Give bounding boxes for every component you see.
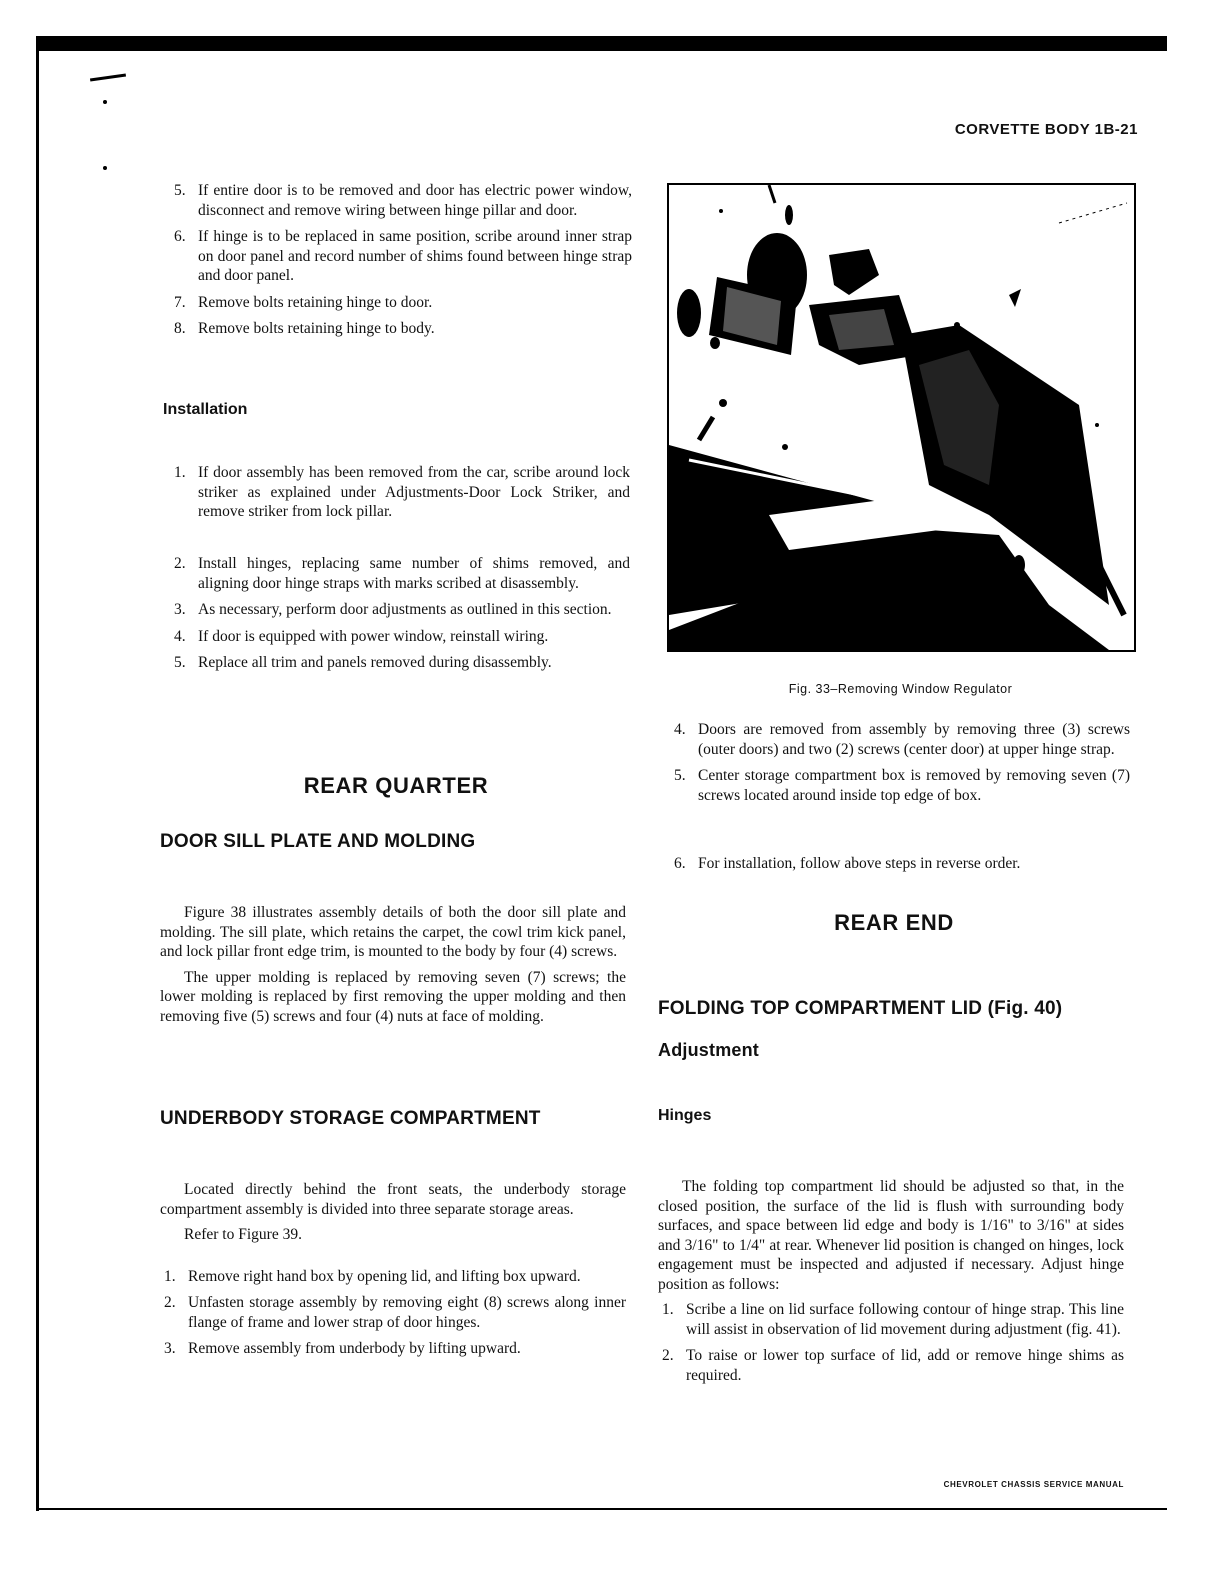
folding-lid-heading: FOLDING TOP COMPARTMENT LID (Fig. 40)	[658, 998, 1063, 1019]
door-sill-body	[160, 903, 626, 1032]
margin-mark	[90, 74, 126, 82]
list-item: 2. Install hinges, replacing same number of shims removed, and aligning door hinge straps with marks scribed at disassembly.	[174, 555, 630, 592]
hinges-body	[658, 1177, 1124, 1392]
list-item: 3. Remove assembly from underbody by lifting upward.	[164, 1340, 521, 1357]
list-item: 3. As necessary, perform door adjustments as outlined in this section.	[174, 601, 612, 618]
list-item: 7. Remove bolts retaining hinge to door.	[174, 293, 433, 311]
running-head: CORVETTE BODY 1B-21	[954, 121, 1138, 138]
underbody-body	[160, 1180, 626, 1366]
list-item: 6. If hinge is to be replaced in same position, scribe around inner strap on door panel and record number of shims found between hinge strap and door panel.	[174, 228, 632, 284]
list-item: 4. Doors are removed from assembly by removing three (3) screws (outer doors) and two (2) screws (center door) at upper hinge strap.	[674, 721, 1130, 758]
underbody-heading: UNDERBODY STORAGE COMPARTMENT	[160, 1108, 541, 1129]
rear-quarter-heading: REAR QUARTER	[303, 773, 489, 798]
paragraph: Refer to Figure 39.	[184, 1226, 302, 1243]
installation-step-1	[170, 463, 630, 529]
adjustment-heading: Adjustment	[658, 1040, 759, 1060]
figure-caption: Fig. 33–Removing Window Regulator	[788, 682, 1013, 696]
list-item: 1. Remove right hand box by opening lid, and lifting box upward.	[164, 1267, 581, 1285]
paragraph: Figure 38 illustrates assembly details of both the door sill plate and molding. The sill plate, which retains the carpet, the cowl trim kick panel, and lock pillar front edge trim, is mounted to the body by four (4) screws.	[160, 904, 626, 960]
installation-steps	[170, 554, 630, 680]
list-item: 2. To raise or lower top surface of lid, add or remove hinge shims as required.	[662, 1347, 1124, 1384]
margin-dot	[103, 100, 107, 104]
storage-steps	[670, 720, 1130, 812]
margin-dot	[103, 166, 107, 170]
list-item: 5. If entire door is to be removed and door has electric power window, disconnect and remove wiring between hinge pillar and door.	[174, 182, 632, 219]
paragraph: The folding top compartment lid should be adjusted so that, in the closed position, the surface of the lid is flush with surrounding body surfaces, and space between lid edge and body is 1/16" to 3/16" at sides and 3/16" to 1/4" at rear. Whenever lid position is changed on hinges, lock engagement must be inspected and adjusted if necessary. Adjust hinge position as follows:	[658, 1178, 1124, 1293]
photo-illustration	[669, 185, 1134, 650]
list-item: 5. Center storage compartment box is removed by removing seven (7) screws located around inside top edge of box.	[674, 767, 1130, 804]
page-left-rule	[36, 51, 39, 1511]
list-item: 6. For installation, follow above steps in reverse order.	[674, 855, 1021, 872]
list-item: 1. If door assembly has been removed from the car, scribe around lock striker as explained under Adjustments-Door Lock Striker, and remove striker from lock pillar.	[174, 464, 630, 520]
page-top-bar	[36, 36, 1167, 51]
installation-heading: Installation	[163, 401, 248, 418]
list-item: 5. Replace all trim and panels removed during disassembly.	[174, 654, 552, 671]
list-item: 1. Scribe a line on lid surface following contour of hinge strap. This line will assist in observation of lid movement during adjustment (fig. 41).	[662, 1301, 1124, 1338]
storage-step-6	[670, 854, 1130, 881]
hinges-heading: Hinges	[658, 1107, 712, 1124]
paragraph: The upper molding is replaced by removing seven (7) screws; the lower molding is replaced by first removing the upper molding and then removing five (5) screws and four (4) nuts at face of molding.	[160, 968, 626, 1025]
list-item: 2. Unfasten storage assembly by removing eight (8) screws along inner flange of frame and lower strap of door hinges.	[164, 1294, 626, 1331]
page-bottom-rule	[36, 1508, 1167, 1510]
door-sill-heading: DOOR SILL PLATE AND MOLDING	[160, 831, 476, 852]
paragraph: Located directly behind the front seats, the underbody storage compartment assembly is divided into three separate storage areas.	[160, 1181, 626, 1218]
list-item: 8. Remove bolts retaining hinge to body.	[174, 320, 435, 337]
list-item: 4. If door is equipped with power window, reinstall wiring.	[174, 627, 549, 645]
rear-end-heading: REAR END	[834, 910, 954, 935]
removal-steps	[170, 181, 632, 346]
footer: CHEVROLET CHASSIS SERVICE MANUAL	[943, 1480, 1124, 1489]
window-regulator-photo	[667, 183, 1136, 652]
